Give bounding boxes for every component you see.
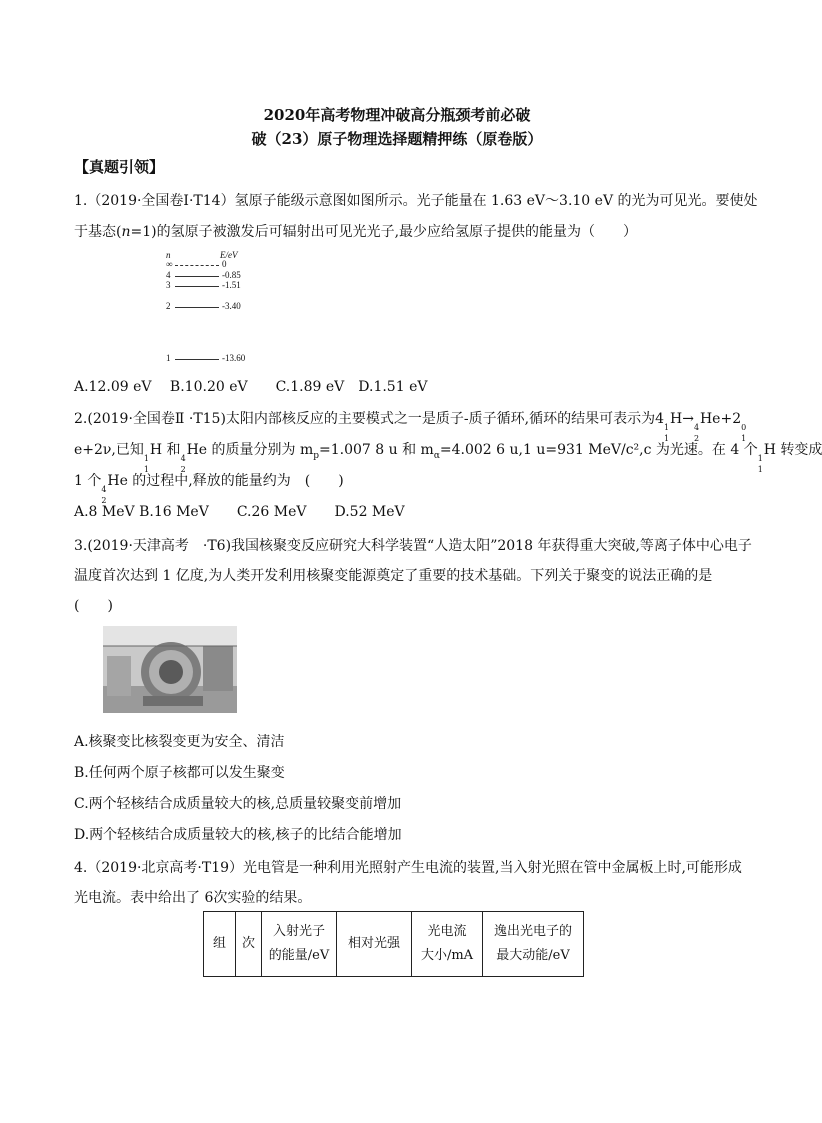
iso-mass: 1 [664, 423, 670, 432]
header-text: 大小/mA [420, 948, 474, 963]
energy-level-diagram [166, 250, 286, 370]
q2-text: He+2 [699, 411, 742, 427]
level-e: -0.85 [222, 270, 241, 280]
section-label: 【真题引领】 [74, 158, 165, 176]
iso-mass: 4 [180, 454, 186, 463]
level-e: -13.60 [222, 353, 246, 363]
iso-mass: 4 [101, 485, 107, 494]
q1-line2-b: =1)的氢原子被激发后可辐射出可见光光子,最少应给氢原子提供的能量为（ ） [130, 224, 638, 240]
iso-charge: 2 [180, 465, 186, 474]
q3-option-a: A.核聚变比核裂变更为安全、清洁 [74, 734, 285, 750]
iso-charge: 1 [757, 465, 763, 474]
results-table [203, 911, 584, 977]
iso-mass: 4 [693, 423, 700, 432]
iso-mass: 1 [143, 454, 149, 463]
table-header-cell [483, 912, 584, 977]
level-line [175, 276, 219, 277]
iso-charge: 2 [101, 496, 107, 505]
q2-text: He 的过程中,释放的能量约为 ( ) [107, 473, 344, 489]
q2-text: 2.(2019·全国卷Ⅱ ·T15)太阳内部核反应的主要模式之一是质子-质子循环,循环的结果可表示为4 [74, 411, 665, 427]
level-n: 2 [166, 301, 171, 311]
iso-mass: 1 [757, 454, 763, 463]
q2-text: H 和 [149, 442, 181, 458]
header-text: 入射光子 [273, 924, 326, 939]
q1-line2-n: n [121, 224, 131, 240]
level-e: -3.40 [222, 301, 241, 311]
q2-text: H→ [670, 411, 694, 427]
q2-text: e+2ν,已知 [74, 442, 144, 458]
q3-line3: ( ) [74, 598, 113, 614]
q2-line3 [74, 471, 344, 505]
q4-line2: 光电流。表中给出了 6次实验的结果。 [74, 890, 312, 906]
iso-charge: 1 [664, 434, 670, 443]
q1-line2-a: 于基态( [74, 224, 122, 240]
q2-text: He 的质量分别为 m [186, 442, 314, 458]
q1-options: A.12.09 eV B.10.20 eV C.1.89 eV D.1.51 eV [74, 379, 428, 395]
level-n: 3 [166, 280, 171, 290]
q1-line2 [74, 222, 637, 242]
q2-line1 [74, 409, 747, 443]
table-header-cell: 组 [204, 912, 236, 977]
q3-option-c: C.两个轻核结合成质量较大的核,总质量较聚变前增加 [74, 796, 402, 812]
level-e: 0 [222, 259, 227, 269]
table-header-cell: 相对光强 [337, 912, 412, 977]
q3-option-b: B.任何两个原子核都可以发生聚变 [74, 765, 285, 781]
table-header-cell: 次 [236, 912, 262, 977]
q1-line1: 1.（2019·全国卷Ⅰ·T14）氢原子能级示意图如图所示。光子能量在 1.63 eV～3.10 eV 的光为可见光。要使处 [74, 193, 758, 209]
page-title: 2020年高考物理冲破高分瓶颈考前必破 [263, 106, 531, 124]
header-text: 光电流 [427, 924, 467, 939]
header-text: 的能量/eV [268, 948, 330, 963]
table-header-cell [412, 912, 483, 977]
q2-line2 [74, 440, 822, 474]
q2-options: A.8 MeV B.16 MeV C.26 MeV D.52 MeV [74, 504, 405, 520]
diagram-e-label: E/eV [220, 250, 238, 260]
level-line-dashed [175, 265, 219, 266]
q2-text: =4.002 6 u,1 u=931 MeV/c²,c 为光速。在 4 个 [439, 442, 758, 458]
diagram-n-label: n [166, 250, 171, 260]
level-n: 4 [166, 270, 171, 280]
q3-line2: 温度首次达到 1 亿度,为人类开发利用核聚变能源奠定了重要的技术基础。下列关于聚变的说法正确的是 [74, 568, 713, 584]
level-line [175, 307, 219, 308]
header-text: 逸出光电子的 [494, 924, 573, 939]
mass-subscript: p [313, 450, 319, 461]
tokamak-photo [103, 626, 237, 713]
table-header-row [204, 912, 584, 977]
level-e: -1.51 [222, 280, 241, 290]
iso-charge: 2 [693, 434, 700, 443]
table-header-cell [262, 912, 337, 977]
q2-text: H 转变成 [763, 442, 822, 458]
level-line [175, 359, 219, 360]
q3-line1: 3.(2019·天津高考 ·T6)我国核聚变反应研究大科学装置“人造太阳”2018 年获得重大突破,等离子体中心电子 [74, 538, 752, 554]
header-text: 最大动能/eV [496, 948, 570, 963]
q4-line1: 4.（2019·北京高考·T19）光电管是一种利用光照射产生电流的装置,当入射光照在管中金属板上时,可能形成 [74, 860, 742, 876]
page-subtitle: 破（23）原子物理选择题精押练（原卷版） [251, 130, 543, 148]
level-n: 1 [166, 353, 171, 363]
level-line [175, 286, 219, 287]
mass-subscript: α [433, 450, 440, 461]
iso-charge: 1 [741, 434, 747, 443]
level-n: ∞ [166, 259, 173, 269]
iso-charge: 1 [143, 465, 149, 474]
q2-text: 1 个 [74, 473, 102, 489]
iso-mass: 0 [741, 423, 747, 432]
q2-text: =1.007 8 u 和 m [319, 442, 434, 458]
q3-option-d: D.两个轻核结合成质量较大的核,核子的比结合能增加 [74, 827, 402, 843]
